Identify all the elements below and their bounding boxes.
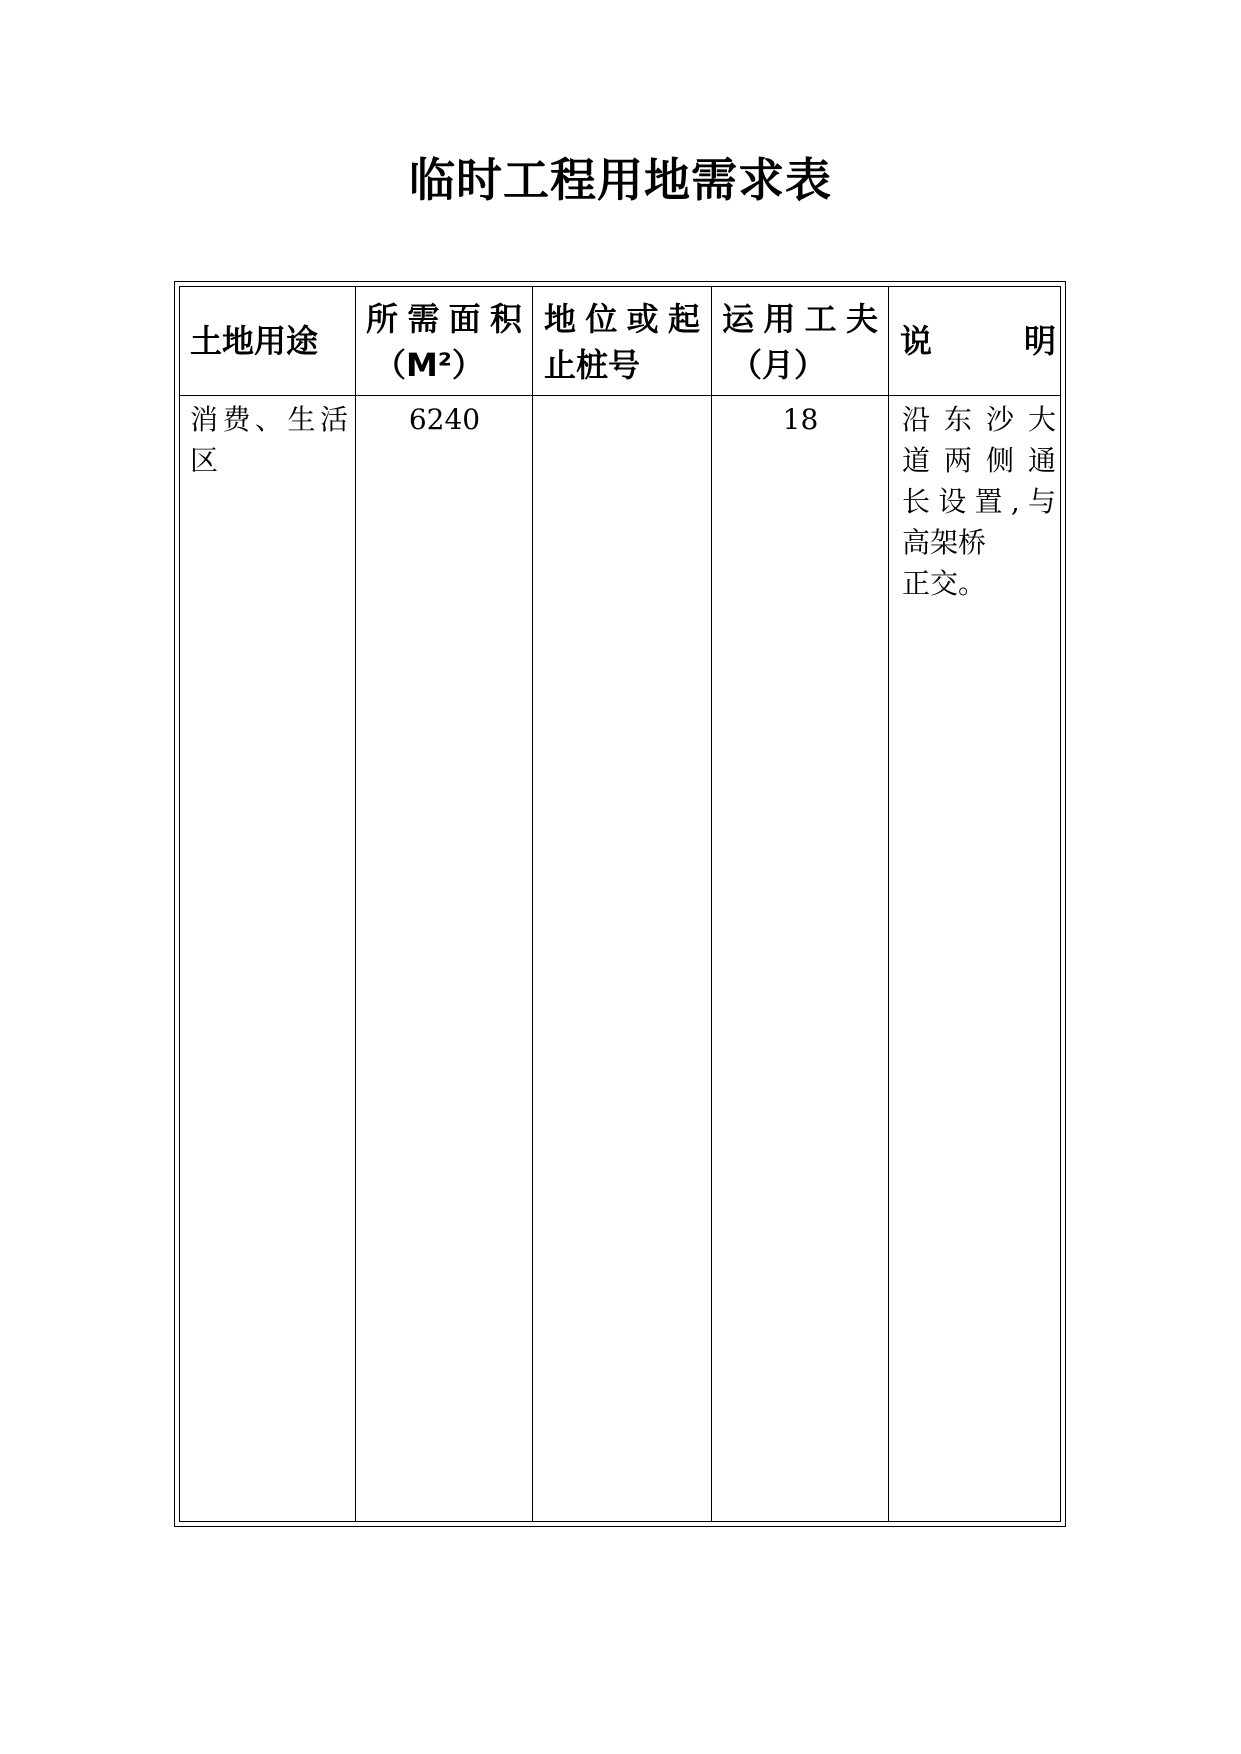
column-divider: [355, 286, 356, 1522]
cell-notes-line: 道两侧通: [902, 444, 1056, 477]
header-location: [544, 296, 700, 388]
header-divider: [179, 395, 1061, 396]
header-land-use: [190, 318, 318, 364]
header-duration: [722, 296, 878, 388]
page-title: 临时工程用地需求表: [409, 153, 832, 207]
cell-land-use-line2: 区: [190, 444, 219, 477]
cell-area: 6240: [408, 403, 481, 436]
header-area-line2: （M²）: [374, 346, 484, 384]
header-duration-line1: 运用工夫: [722, 300, 878, 338]
header-notes-char2: 明: [1023, 322, 1056, 360]
header-location-line1: 地位或起: [544, 300, 700, 338]
cell-notes: [902, 399, 1056, 604]
column-divider: [711, 286, 712, 1522]
table-row: [190, 399, 348, 481]
header-area: [366, 296, 522, 388]
header-notes: [900, 318, 1056, 364]
column-divider: [888, 286, 889, 1522]
header-notes-char1: 说: [900, 322, 933, 360]
header-duration-line2: （月）: [730, 346, 827, 384]
header-land-use-text: 土地用途: [190, 322, 319, 360]
cell-notes-line: 正交。: [902, 567, 987, 600]
column-divider: [532, 286, 533, 1522]
header-area-line1: 所需面积: [366, 300, 522, 338]
cell-notes-line: 高架桥: [902, 526, 987, 559]
header-location-line2: 止桩号: [544, 346, 641, 384]
cell-notes-line: 沿东沙大: [902, 403, 1056, 436]
cell-land-use-line1: 消费、生活: [190, 403, 348, 436]
cell-duration: 18: [782, 403, 819, 436]
cell-notes-line: 长设置,与: [902, 485, 1056, 518]
